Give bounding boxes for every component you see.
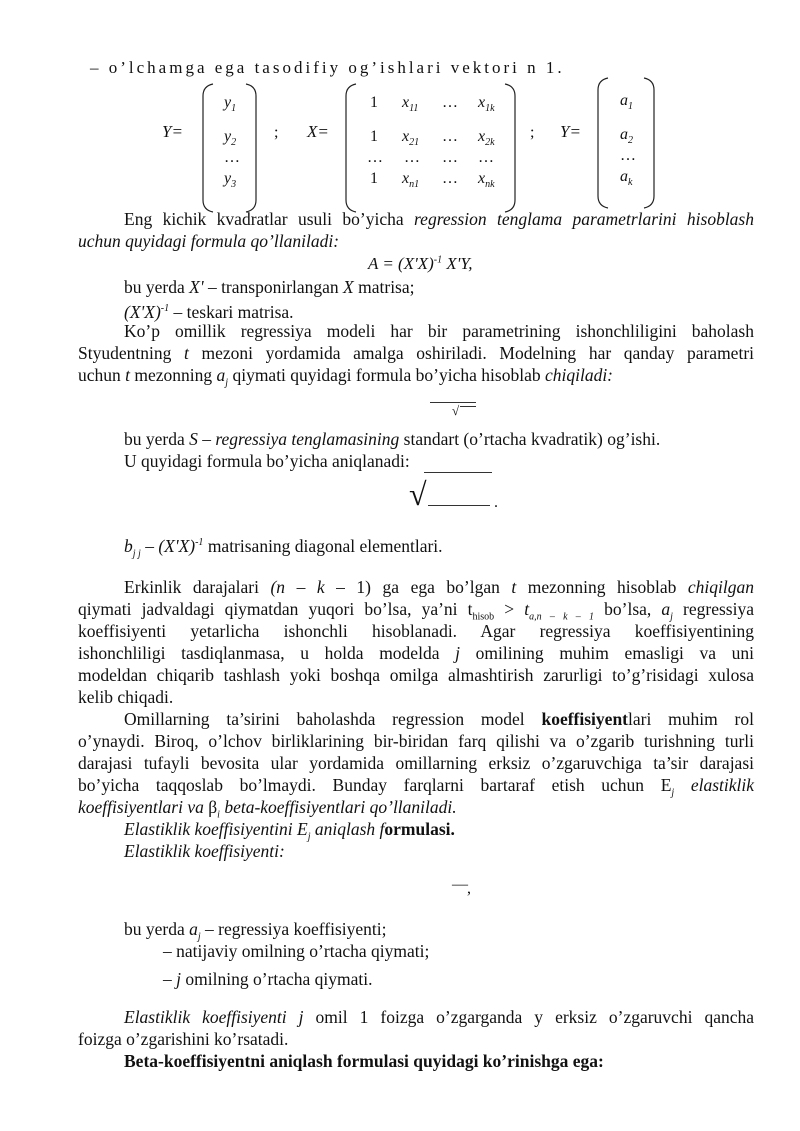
- sqrt-bar: [460, 406, 476, 407]
- definition-line: bu yerda $a_j$ – regressiya koeffisiyenti;: [124, 919, 387, 943]
- a-left-paren: [596, 76, 610, 210]
- definition-line: $b_{j j} - (X'X)^{-1}$ matrisaning diagonal elementlari.: [124, 535, 443, 560]
- x-cell: $x_{nk}$: [478, 170, 495, 191]
- x-cell: 1: [370, 128, 378, 145]
- a-right-paren: [642, 76, 656, 210]
- paragraph-line: koeffisiyenti yetarlicha ishonchli hisoblanadi. Agar regressiya koeffisiyentining: [78, 621, 754, 641]
- x-cell: …: [367, 149, 383, 166]
- x-left-paren: [344, 82, 358, 214]
- paragraph-line: ishonchliligi tasdiqlanmasa, u holda modelda j omilining muhim emasligi va uni: [78, 643, 754, 663]
- definition-line: bu yerda S – regressiya tenglamasining standart (o’rtacha kvadratik) og’ishi.: [124, 429, 661, 449]
- y-right-paren: [244, 82, 258, 214]
- definition-line: bu yerda X' – transponirlangan X matrisa;: [124, 277, 415, 297]
- x-cell: 1: [370, 94, 378, 111]
- sqrt-symbol: √: [452, 403, 460, 418]
- paragraph-line: Elastiklik koeffisiyenti j omil 1 foizga o’zgarganda y erksiz o’zgaruvchi qancha: [124, 1007, 754, 1027]
- paragraph-line: bo’yicha taqqoslab bo’lmaydi. Bunday farqlarni bartaraf etish uchun $E_j$ elastiklik: [78, 775, 754, 799]
- x-cell: …: [478, 149, 494, 166]
- formula-a: $A = (X'X)^{-1}$ X'Y,: [368, 254, 473, 273]
- y-vector-label: Y=: [162, 122, 183, 141]
- y-entry: $y_2$: [224, 128, 237, 149]
- paragraph-line: U quyidagi formula bo’yicha aniqlanadi:: [124, 451, 410, 471]
- definition-line: – j omilning o’rtacha qiymati.: [163, 969, 373, 989]
- formula-dot: .: [494, 494, 498, 511]
- x-right-paren: [503, 82, 517, 214]
- x-cell: $x_{21}$: [402, 128, 420, 149]
- x-cell: $x_{2k}$: [478, 128, 495, 149]
- x-cell: $x_{11}$: [402, 94, 419, 115]
- paragraph-line: koeffisiyentlari va $\beta_i$ beta-koeffisiyentlari qo’llaniladi.: [78, 797, 457, 821]
- sqrt-overbar: [424, 472, 492, 473]
- x-cell: 1: [370, 170, 378, 187]
- x-cell: …: [404, 149, 420, 166]
- paragraph-line: Eng kichik kvadratlar usuli bo’yicha regression tenglama parametrlarini hisoblash: [124, 209, 754, 229]
- paragraph-line: kelib chiqadi.: [78, 687, 174, 707]
- paragraph-line: uchun t mezonning $a_j$ qiymati quyidagi formula bo’yicha hisoblab chiqiladi:: [78, 365, 614, 389]
- formula-comma: ,: [467, 880, 471, 897]
- paragraph-line: Styudentning t mezoni yordamida amalga oshiriladi. Modelning har qanday parametri: [78, 343, 755, 363]
- definition-line: – natijaviy omilning o’rtacha qiymati;: [163, 941, 430, 961]
- paragraph-line: Ko’p omillik regressiya modeli har bir parametrining ishonchliligini baholash: [124, 321, 754, 341]
- x-cell: $x_{1k}$: [478, 94, 495, 115]
- intro-line: – o’lchamga ega tasodifiy og’ishlari vektori n 1.: [90, 58, 565, 77]
- paragraph-line: modeldan chiqarib tashlash yoki boshqa omilga almashtirish zarurligi to’g’risidagi xulosa: [78, 665, 754, 685]
- fraction-bar-glyph: —: [452, 876, 468, 893]
- x-cell: …: [442, 149, 458, 166]
- x-cell: …: [442, 128, 458, 145]
- definition-line: $(X'X)^{-1}$ – teskari matrisa.: [124, 301, 294, 322]
- sqrt-symbol: √: [409, 476, 427, 512]
- a-entry: $a_2$: [620, 126, 633, 147]
- y-entry: $y_3$: [224, 170, 237, 191]
- a-entry: $a_k$: [620, 168, 633, 189]
- y-entry: …: [224, 149, 240, 166]
- a-vector-label: Y=: [560, 122, 581, 141]
- a-entry: $a_1$: [620, 92, 633, 113]
- paragraph-line: Omillarning ta’sirini baholashda regression model koeffisiyentlari muhim rol: [124, 709, 754, 729]
- paragraph-line: foizga o’zgarishini ko’rsatadi.: [78, 1029, 289, 1049]
- section-heading: Beta-koeffisiyentni aniqlash formulasi quyidagi ko’rinishga ega:: [124, 1051, 604, 1071]
- a-entry: …: [620, 147, 636, 164]
- x-cell: $x_{n1}$: [402, 170, 420, 191]
- section-heading: Elastiklik koeffisiyentini $E_j$ aniqlash formulasi.: [124, 819, 455, 843]
- paragraph-line: Erkinlik darajalari (n – k – 1) ga ega bo’lgan t mezonning hisoblab chiqilgan: [124, 577, 754, 597]
- y-entry: $y_1$: [224, 94, 237, 115]
- paragraph-line: darajasi tufayli bevosita ular yordamida omillarning erksiz o’zgaruvchiga ta’sir darajasi: [78, 753, 754, 773]
- matrix-separator: ;: [274, 124, 279, 141]
- x-matrix-label: X=: [307, 122, 329, 141]
- y-left-paren: [201, 82, 215, 214]
- x-cell: …: [442, 170, 458, 187]
- paragraph-line: qiymati jadvaldagi qiymatdan yuqori bo’lsa, ya’ni $t_{hisob} > t_{a,n - k - 1}$ bo’lsa, $a_j$ regressiya: [78, 599, 754, 623]
- matrix-separator: ;: [530, 124, 535, 141]
- paragraph-line: o’ynaydi. Biroq, o’lchov birliklarining bir-biridan farq qilishi va o’zgarib turishning turli: [78, 731, 754, 751]
- x-cell: …: [442, 94, 458, 111]
- paragraph-line: uchun quyidagi formula qo’llaniladi:: [78, 231, 340, 251]
- section-label: Elastiklik koeffisiyenti:: [124, 841, 285, 861]
- fraction-bar: [428, 505, 490, 506]
